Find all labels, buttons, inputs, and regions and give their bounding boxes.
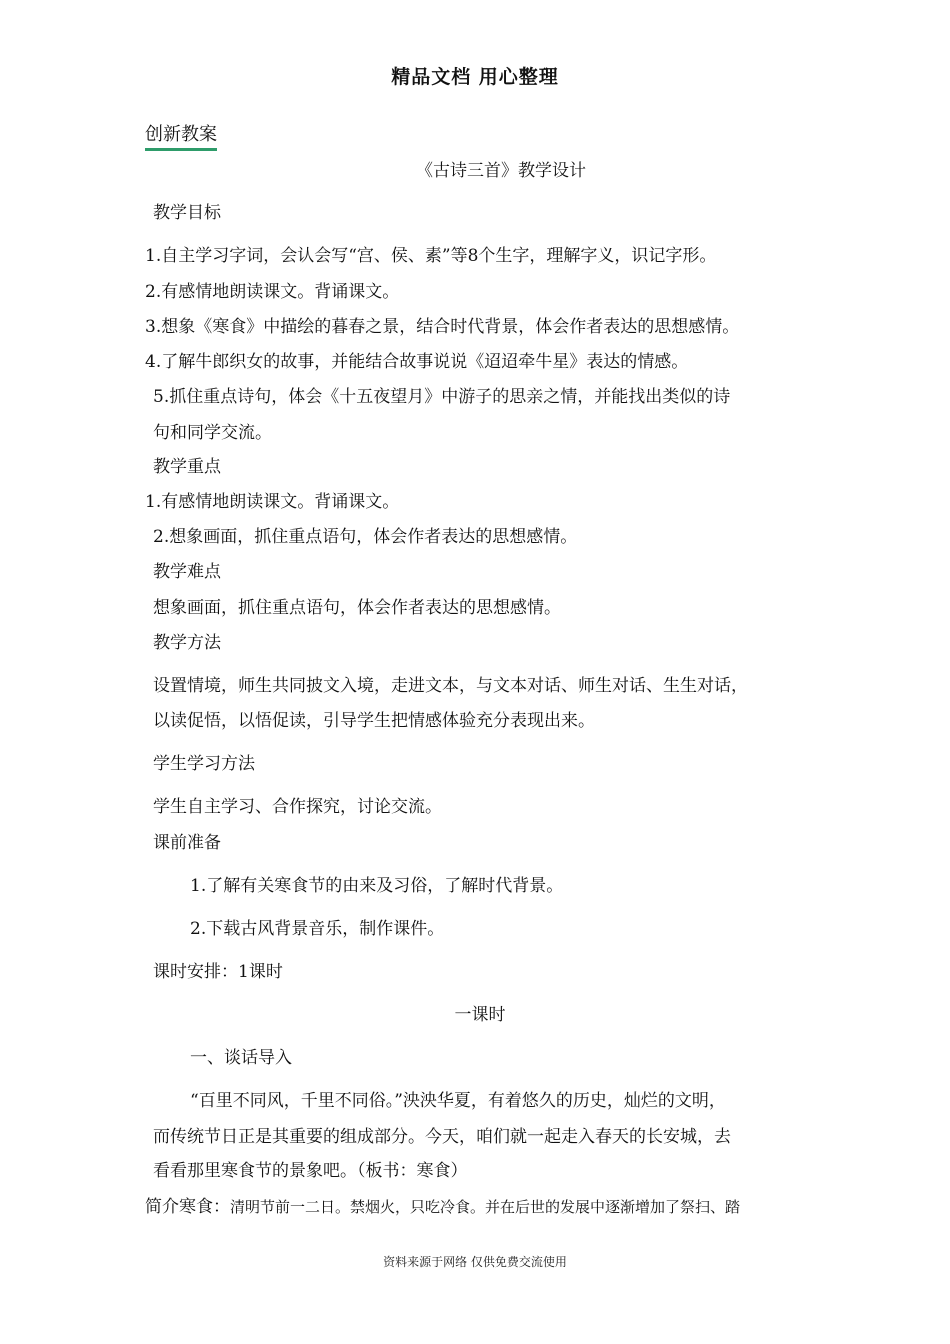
document-title: 《古诗三首》教学设计 — [416, 161, 586, 181]
key-points-heading: 教学重点 — [153, 457, 221, 477]
difficulties-text: 想象画面，抓住重点语句，体会作者表达的思想感情。 — [153, 598, 561, 618]
methods-heading: 教学方法 — [153, 633, 221, 653]
methods-line: 以读促悟，以悟促读，引导学生把情感体验充分表现出来。 — [153, 711, 595, 731]
goal-item: 1.自主学习字词，会认会写“宫、侯、素”等8个生字，理解字义，识记字形。 — [145, 246, 717, 266]
intro-heading: 一、谈话导入 — [190, 1048, 292, 1068]
intro-line: 看看那里寒食节的景象吧。（板书：寒食） — [153, 1161, 468, 1181]
preparation-heading: 课前准备 — [153, 833, 221, 853]
goal-item-continued: 句和同学交流。 — [153, 423, 272, 443]
goal-item: 4.了解牛郎织女的故事，并能结合故事说说《迢迢牵牛星》表达的情感。 — [145, 352, 689, 372]
intro-note — [145, 1196, 740, 1218]
preparation-item: 2.下载古风背景音乐，制作课件。 — [190, 919, 445, 939]
student-methods-text: 学生自主学习、合作探究，讨论交流。 — [153, 797, 442, 817]
preparation-item: 1.了解有关寒食节的由来及习俗，了解时代背景。 — [190, 876, 564, 896]
difficulties-heading: 教学难点 — [153, 562, 221, 582]
intro-line: 而传统节日正是其重要的组成部分。今天，咱们就一起走入春天的长安城，去 — [153, 1127, 731, 1147]
key-point-item: 1.有感情地朗读课文。背诵课文。 — [145, 492, 400, 512]
header-title: 精品文档 用心整理 — [391, 66, 559, 88]
intro-note-text: 清明节前一二日。禁烟火，只吃冷食。并在后世的发展中逐渐增加了祭扫、踏 — [230, 1198, 741, 1216]
footer-text: 资料来源于网络 仅供免费交流使用 — [383, 1255, 567, 1269]
goals-heading: 教学目标 — [153, 203, 221, 223]
methods-line: 设置情境，师生共同披文入境，走进文本，与文本对话、师生对话、生生对话， — [153, 676, 748, 696]
category-badge: 创新教案 — [145, 124, 217, 151]
intro-note-label: 简介寒食： — [145, 1197, 230, 1217]
schedule-text: 课时安排：1课时 — [153, 962, 283, 982]
lesson-label: 一课时 — [454, 1005, 506, 1025]
goal-item: 2.有感情地朗读课文。背诵课文。 — [145, 282, 400, 302]
key-point-item: 2.想象画面，抓住重点语句，体会作者表达的思想感情。 — [153, 527, 578, 547]
intro-line: “百里不同风，千里不同俗。”泱泱华夏，有着悠久的历史，灿烂的文明， — [190, 1091, 726, 1111]
student-methods-heading: 学生学习方法 — [153, 754, 255, 774]
goal-item: 5.抓住重点诗句，体会《十五夜望月》中游子的思亲之情，并能找出类似的诗 — [153, 387, 731, 407]
goal-item: 3.想象《寒食》中描绘的暮春之景，结合时代背景，体会作者表达的思想感情。 — [145, 317, 740, 337]
